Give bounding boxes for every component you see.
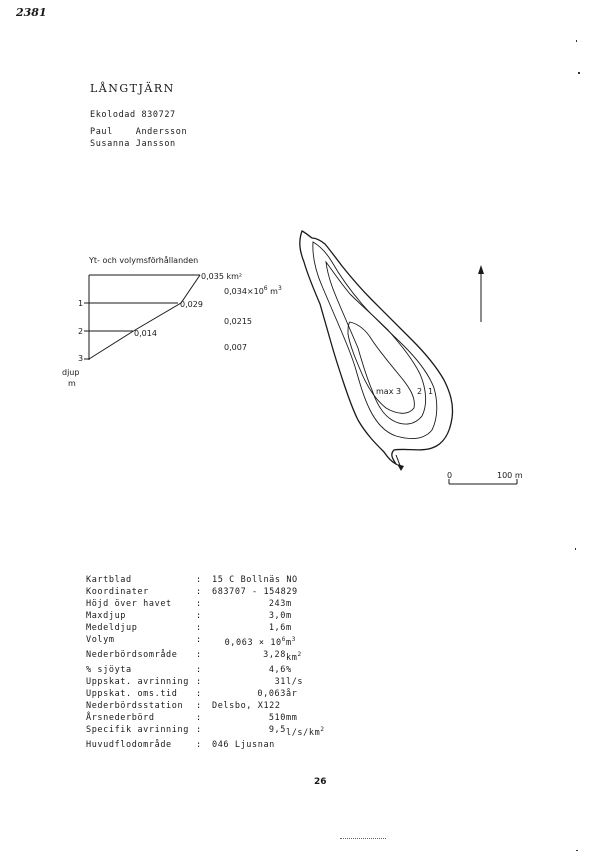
fact-unit-exponent: 3 [291,636,296,643]
fact-row [86,700,326,712]
fact-value-text: 243 [268,599,286,609]
fact-value-text: 3,28 [263,649,286,660]
fact-row [86,649,326,664]
fact-unit-text: % [286,664,292,675]
fact-label: Medeldjup [86,623,138,633]
fact-row [86,664,326,676]
depth-axis-label: djup [62,368,80,377]
fact-value [212,724,286,739]
fact-value-text: 9,5 [268,725,286,735]
lake-title: LÅNGTJÄRN [90,82,175,95]
fact-value-text: 0,063 [257,688,286,699]
fact-label: Kartblad [86,575,132,585]
depth-tick-1: 1 [78,299,84,308]
area-curve [89,275,200,359]
fact-row [86,724,326,739]
fact-colon: : [196,701,202,711]
fact-row [86,598,326,610]
fact-value [212,712,286,724]
fact-label: Nederbördsstation [86,701,184,711]
fact-colon: : [196,713,202,723]
fact-value-text: 4,6 [268,664,286,675]
volume-top-label: $0,034\times 10^6$ $m^3$ [224,285,282,296]
fact-value [212,664,286,676]
fact-colon: : [196,611,202,621]
fact-colon: : [196,664,202,675]
fact-unit-exponent: 2 [320,726,325,733]
fact-unit [286,634,326,649]
fact-value [212,688,286,700]
fact-unit-text: km [286,652,298,663]
fact-colon: : [196,688,202,699]
fact-value: Delsbo, X122 [212,701,281,711]
fact-value [212,610,286,622]
fact-unit [286,649,326,664]
fact-label: Nederbördsområde [86,649,178,660]
contour-2 [326,262,426,424]
fact-value: 046 Ljusnan [212,739,275,750]
fact-unit [286,598,326,610]
area-top-label: 0,035 km² [201,272,243,281]
fact-label: Årsnederbörd [86,713,155,723]
fact-label: % sjöyta [86,664,132,675]
fact-colon: : [196,649,202,660]
fact-row [86,586,326,598]
fact-colon: : [196,725,202,735]
scale-end: 100 m [497,471,523,480]
fact-colon: : [196,676,202,687]
surveyor-1: Paul Andersson [90,127,188,137]
fact-label: Höjd över havet [86,599,172,609]
outlet-arrow-icon [397,464,404,471]
fact-label: Specifik avrinning [86,725,189,735]
fact-colon: : [196,739,202,750]
fact-label: Uppskat. oms.tid [86,688,178,699]
depth-tick-3: 3 [78,354,84,363]
relations-title: Yt- och volymsförhållanden [89,256,199,265]
fact-unit-text: m [286,637,292,648]
volume-label-2: 0,007 [224,343,247,352]
max-depth-label: max 3 [376,387,402,396]
fact-unit-text: m [286,611,292,621]
margin-mark [576,850,578,851]
fact-unit-text: år [286,688,298,699]
fact-unit [286,664,326,676]
fact-label: Uppskat. avrinning [86,676,189,687]
margin-mark [575,548,576,550]
fact-row [86,610,326,622]
fact-row [86,676,326,688]
footer-dots [340,838,386,839]
fact-label: Koordinater [86,587,149,597]
fact-value [212,649,286,664]
fact-unit [286,712,326,724]
fact-value: 15 C Bollnäs NO [212,575,298,585]
fact-colon: : [196,635,202,645]
fact-value [212,634,286,649]
page-number: 26 [314,777,327,787]
volume-label-1: 0,0215 [224,317,252,326]
fact-colon: : [196,587,202,597]
fact-unit-text: m [286,623,292,633]
fact-unit [286,724,326,739]
fact-value-text: 31 [274,676,286,687]
fact-value [212,622,286,634]
fact-unit [286,622,326,634]
fact-unit [286,610,326,622]
surveyor-2: Susanna Jansson [90,139,176,149]
north-arrow-icon [478,265,484,322]
fact-unit-text: l/s/km [286,727,321,738]
fact-colon: : [196,599,202,609]
contour-label-2: 2 [417,387,423,396]
fact-row [86,739,326,751]
fact-row [86,574,326,586]
fact-row [86,622,326,634]
precipitation-facts-table [86,700,326,751]
lake-shoreline [300,231,453,464]
fact-label: Huvudflodområde [86,739,172,750]
area-label-2: 0,014 [134,329,157,338]
fact-value [212,598,286,610]
fact-unit [286,688,326,700]
area-label-1: 0,029 [180,300,203,309]
scale-start: 0 [447,471,453,480]
survey-date: Ekolodad 830727 [90,110,176,120]
fact-unit [286,676,326,688]
fact-value [212,676,286,688]
fact-unit-text: m [286,599,292,609]
fact-colon: : [196,623,202,633]
margin-mark [578,72,580,74]
fact-unit-text: l/s [286,676,304,687]
depth-tick-2: 2 [78,327,84,336]
fact-row [86,688,326,700]
depth-unit-label: m [68,379,76,388]
contour-label-1: 1 [428,387,434,396]
lake-facts-table [86,574,326,700]
contour-3 [348,322,414,413]
fact-row [86,634,326,649]
fact-value: 683707 - 154829 [212,587,298,597]
fact-label: Volym [86,635,115,645]
fact-unit-exponent: 2 [297,650,302,658]
margin-mark [576,40,577,42]
lake-map [300,231,453,471]
contour-1 [313,242,437,438]
corner-number: 2381 [16,6,47,19]
fact-colon: : [196,575,202,585]
fact-row [86,712,326,724]
fact-value-exponent: 6 [281,636,286,643]
fact-unit-text: mm [286,713,298,723]
fact-label: Maxdjup [86,611,127,621]
fact-value-text: 0,063 × 10 [224,637,282,648]
fact-value-text: 510 [268,713,286,723]
fact-value-text: 3,0 [268,611,286,621]
fact-value-text: 1,6 [268,623,286,633]
